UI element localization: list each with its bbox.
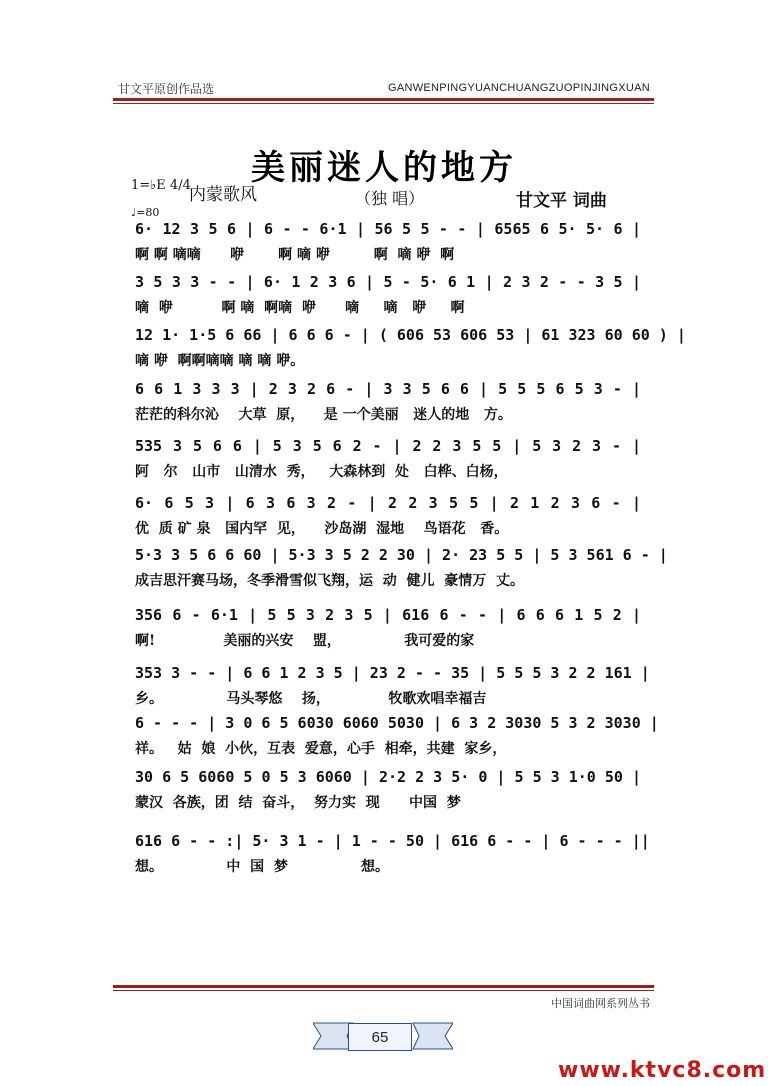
notation-row: 356 6 - 6·1 | 5 5 3 2 3 5 | 616 6 - - | 6 6 6 1 5 2 | [135, 606, 641, 624]
notation-row: 6 - - - | 3 0 6 5 6030 6060 5030 | 6 3 2 3030 5 3 2 3030 | [135, 714, 659, 732]
lyrics-row: 嘀 咿 啊啊嘀嘀 嘀 嘀 咿。 [135, 353, 305, 369]
song-title: 美丽迷人的地方 [251, 148, 517, 188]
score-line [0, 273, 768, 323]
notation-row: 6· 12 3 5 6 | 6 - - 6·1 | 56 5 5 - - | 6565 6 5· 5· 6 | [135, 220, 641, 238]
score-line [0, 714, 768, 764]
lyrics-row: 啊! 美丽的兴安 盟， 我可爱的家 [135, 633, 475, 649]
score-line [0, 380, 768, 430]
lyrics-row: 优 质 矿 泉 国内罕 见， 沙岛湖 湿地 鸟语花 香。 [135, 521, 509, 537]
score-line [0, 437, 768, 487]
header-rule-thin [113, 103, 654, 104]
key-signature: 1=♭E 4/4 [131, 178, 191, 193]
notation-row: 5·3 3 5 6 6 60 | 5·3 3 5 2 2 30 | 2· 23 5 5 | 5 3 561 6 - | [135, 546, 668, 564]
notation-row: 12 1· 1·5 6 66 | 6 6 6 - | ( 606 53 606 53 | 61 323 60 60 ) | [135, 326, 686, 344]
lyrics-row: 阿 尔 山市 山清水 秀， 大森林到 处 白桦、白杨， [135, 464, 508, 480]
song-author: 甘文平 词曲 [516, 191, 607, 211]
score-line [0, 664, 768, 714]
notation-row: 616 6 - - :| 5· 3 1 - | 1 - - 50 | 616 6 - - | 6 - - - || [135, 832, 650, 850]
notation-row: 30 6 5 6060 5 0 5 3 6060 | 2·2 2 3 5· 0 | 5 5 3 1·0 50 | [135, 768, 641, 786]
header-book-pinyin: GANWENPINGYUANCHUANGZUOPINJINGXUAN [388, 82, 650, 94]
series-name: 中国词曲网系列丛书 [551, 997, 650, 1010]
header-book-title: 甘文平原创作品选 [118, 82, 215, 96]
lyrics-row: 蒙汉 各族，团 结 奋斗， 努力实 现 中国 梦 [135, 795, 461, 811]
lyrics-row: 嘀 咿 啊 嘀 啊嘀 咿 嘀 嘀 咿 啊 [135, 300, 465, 316]
score-line [0, 832, 768, 882]
lyrics-row: 啊 啊 嘀嘀 咿 啊 嘀 咿 啊 嘀 咿 啊 [135, 247, 455, 263]
footer-rule-thick [113, 985, 654, 988]
lyrics-row: 茫茫的科尔沁 大草 原， 是 一个美丽 迷人的地 方。 [135, 407, 512, 423]
notation-row: 3 5 3 3 - - | 6· 1 2 3 6 | 5 - 5· 6 1 | 2 3 2 - - 3 5 | [135, 273, 641, 291]
page-number: 65 [348, 1023, 412, 1051]
lyrics-row: 乡。 马头琴悠 扬， 牧歌欢唱幸福吉 [135, 691, 487, 707]
score-line [0, 606, 768, 656]
song-style: 内蒙歌风 [189, 185, 257, 205]
score-line [0, 768, 768, 818]
footer-rule-thin [113, 990, 654, 991]
notation-row: 6 6 1 3 3 3 | 2 3 2 6 - | 3 3 5 6 6 | 5 5 5 6 5 3 - | [135, 380, 641, 398]
score-line [0, 494, 768, 544]
score-line [0, 220, 768, 270]
lyrics-row: 成吉思汗赛马场，冬季滑雪似飞翔，运 动 健儿 豪情万 丈。 [135, 573, 524, 589]
site-watermark: www.ktvc8.com [558, 1058, 767, 1083]
lyrics-row: 想。 中 国 梦 想。 [135, 859, 389, 875]
score-line [0, 546, 768, 596]
performance-type: （独 唱） [355, 189, 425, 208]
lyrics-row: 祥。 姑 娘 小伙，互表 爱意，心手 相牵，共建 家乡， [135, 741, 507, 757]
header-rule-thick [113, 98, 654, 101]
tempo-marking: ♩=80 [131, 206, 160, 219]
notation-row: 535 3 5 6 6 | 5 3 5 6 2 - | 2 2 3 5 5 | 5 3 2 3 - | [135, 437, 641, 455]
score-line [0, 326, 768, 376]
notation-row: 6· 6 5 3 | 6 3 6 3 2 - | 2 2 3 5 5 | 2 1 2 3 6 - | [135, 494, 641, 512]
notation-row: 353 3 - - | 6 6 1 2 3 5 | 23 2 - - 35 | 5 5 5 3 2 2 161 | [135, 664, 650, 682]
